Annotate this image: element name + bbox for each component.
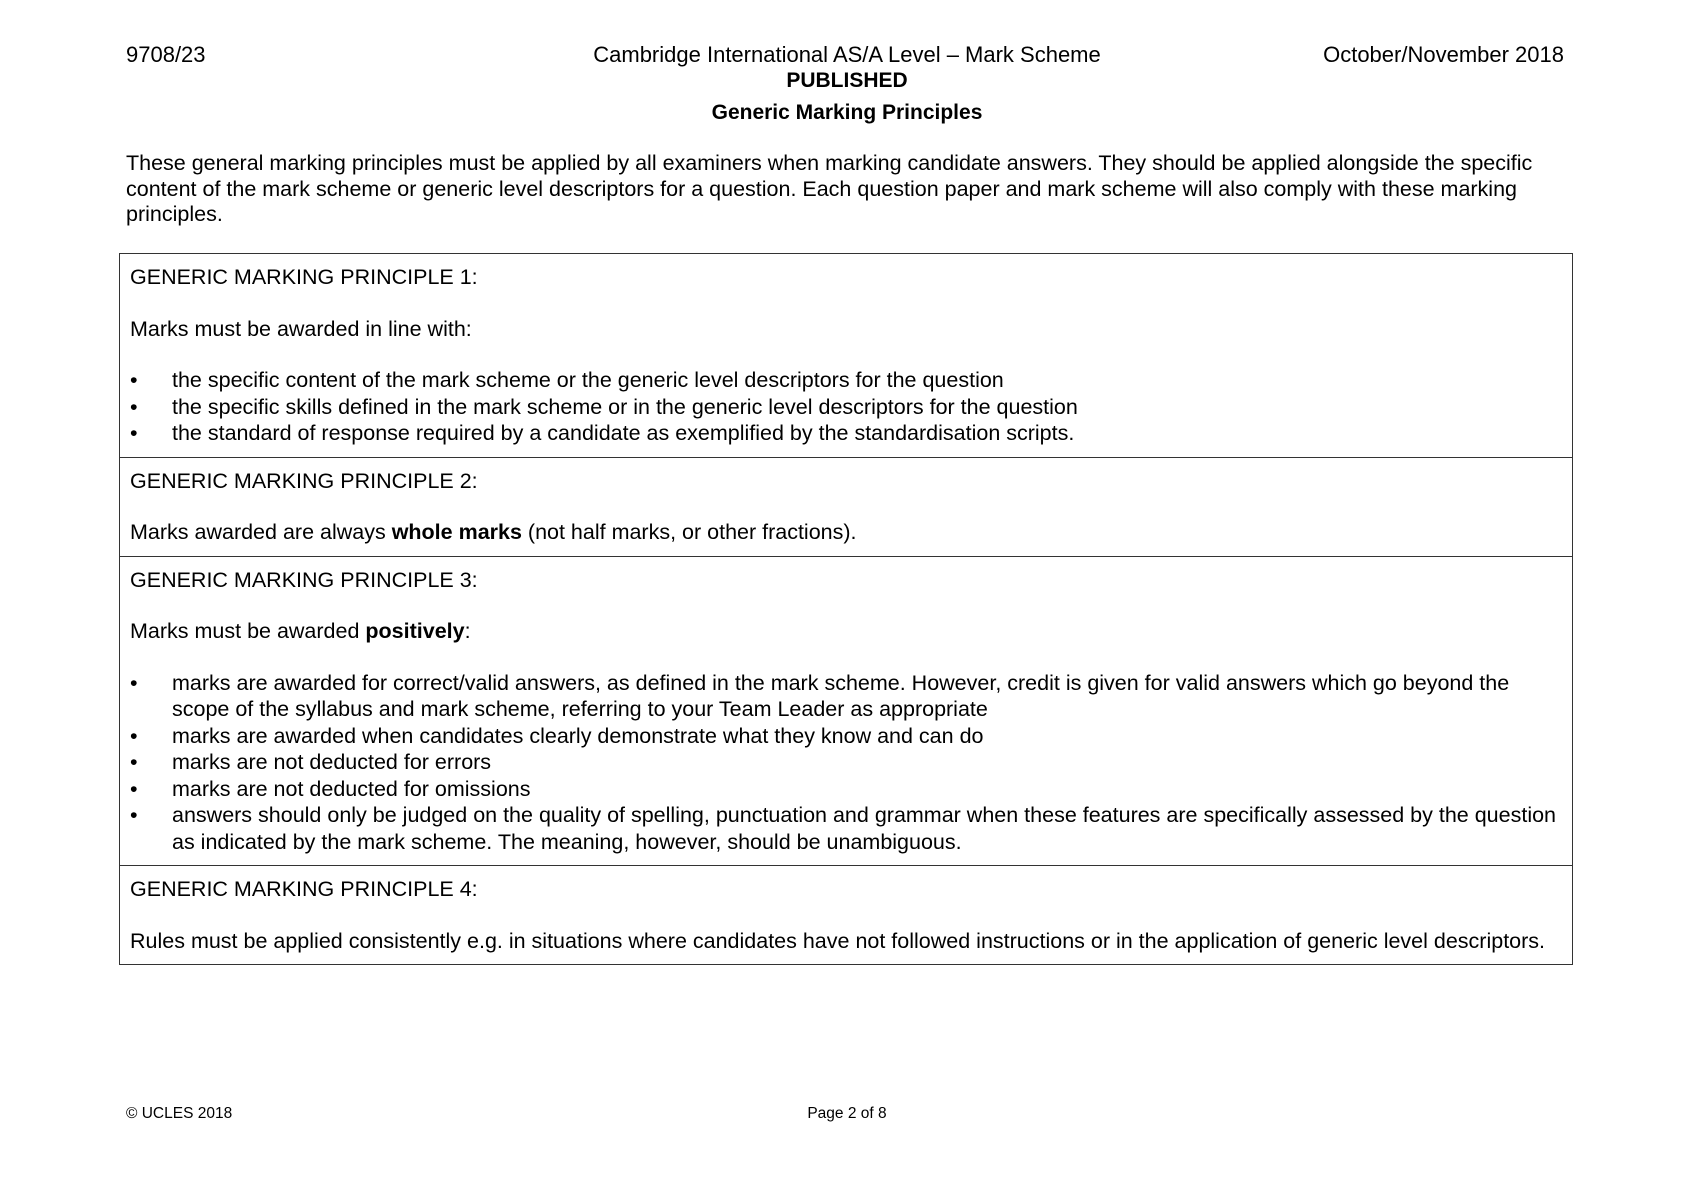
bullet-item xyxy=(130,776,1562,803)
statement-text: (not half marks, or other fractions). xyxy=(521,520,857,544)
bullet-text: marks are awarded when candidates clearly demonstrate what they know and can do xyxy=(172,723,984,748)
bullet-icon: • xyxy=(130,394,138,419)
principle-box-2 xyxy=(120,458,1572,557)
principle-statement xyxy=(130,928,1562,955)
section-title: Generic Marking Principles xyxy=(711,101,983,124)
bullet-item xyxy=(130,802,1562,855)
bullet-icon: • xyxy=(130,750,138,774)
bullet-text: marks are not deducted for errors xyxy=(172,750,492,774)
principle-title: GENERIC MARKING PRINCIPLE 2: xyxy=(130,468,478,493)
principle-statement xyxy=(130,316,1562,343)
principle-statement xyxy=(130,618,1562,645)
published-label: PUBLISHED xyxy=(786,69,908,92)
bullet-icon: • xyxy=(130,776,138,801)
intro-paragraph: These general marking principles must be applied by all examiners when marking candidate answers. They should be applied alongside the specific content of the mark scheme or generic level descriptors for a question. Each question paper and mark scheme will also comply with these marking principles. xyxy=(126,151,1533,226)
bullet-icon: • xyxy=(130,803,138,827)
bullet-item xyxy=(130,367,1562,394)
principle-box-4 xyxy=(120,866,1572,964)
principles-table xyxy=(119,253,1573,965)
document-title: Cambridge International AS/A Level – Mark Scheme xyxy=(593,42,1101,67)
statement-emphasis: positively xyxy=(365,619,465,643)
principle-box-3 xyxy=(120,557,1572,867)
statement-emphasis: whole marks xyxy=(391,520,522,544)
statement-text: Marks must be awarded in line with: xyxy=(130,316,472,341)
footer-copyright: © UCLES 2018 xyxy=(126,1105,233,1122)
statement-text: Marks must be awarded xyxy=(130,619,366,643)
statement-text: : xyxy=(464,619,471,643)
bullet-item xyxy=(130,394,1562,421)
bullet-icon: • xyxy=(130,670,138,695)
bullet-text: the specific skills defined in the mark scheme or in the generic level descriptors for the question xyxy=(172,394,1078,419)
bullet-text: marks are not deducted for omissions xyxy=(172,776,531,801)
bullet-text: the standard of response required by a candidate as exemplified by the standardisation scripts. xyxy=(172,421,1075,445)
bullet-text: marks are awarded for correct/valid answers, as defined in the mark scheme. However, credit is given for valid answers which go beyond the scope of the syllabus and mark scheme, referring to your Team Leader as appropriate xyxy=(172,670,1510,721)
principle-box-1 xyxy=(120,254,1572,458)
statement-text: Rules must be applied consistently e.g. in situations where candidates have not followed instructions or in the application of generic level descriptors. xyxy=(130,928,1546,953)
bullet-item xyxy=(130,420,1562,447)
statement-text: Marks awarded are always xyxy=(130,520,392,544)
principle-title: GENERIC MARKING PRINCIPLE 1: xyxy=(130,265,478,289)
bullet-icon: • xyxy=(130,723,138,748)
footer-page-number: Page 2 of 8 xyxy=(807,1105,887,1122)
bullet-item xyxy=(130,723,1562,750)
principle-statement xyxy=(130,519,1562,546)
principle-title: GENERIC MARKING PRINCIPLE 4: xyxy=(130,877,478,901)
bullet-item xyxy=(130,749,1562,776)
bullet-icon: • xyxy=(130,368,138,392)
exam-session: October/November 2018 xyxy=(1323,42,1564,67)
paper-code: 9708/23 xyxy=(126,42,206,67)
bullet-text: the specific content of the mark scheme or the generic level descriptors for the question xyxy=(172,368,1004,392)
bullet-text: answers should only be judged on the quality of spelling, punctuation and grammar when these features are specifically assessed by the question as indicated by the mark scheme. The meaning, however, should be unambiguous. xyxy=(172,803,1557,854)
bullet-item xyxy=(130,670,1562,723)
principle-title: GENERIC MARKING PRINCIPLE 3: xyxy=(130,567,478,592)
bullet-icon: • xyxy=(130,421,138,445)
bullet-list xyxy=(130,367,1562,447)
bullet-list xyxy=(130,670,1562,856)
